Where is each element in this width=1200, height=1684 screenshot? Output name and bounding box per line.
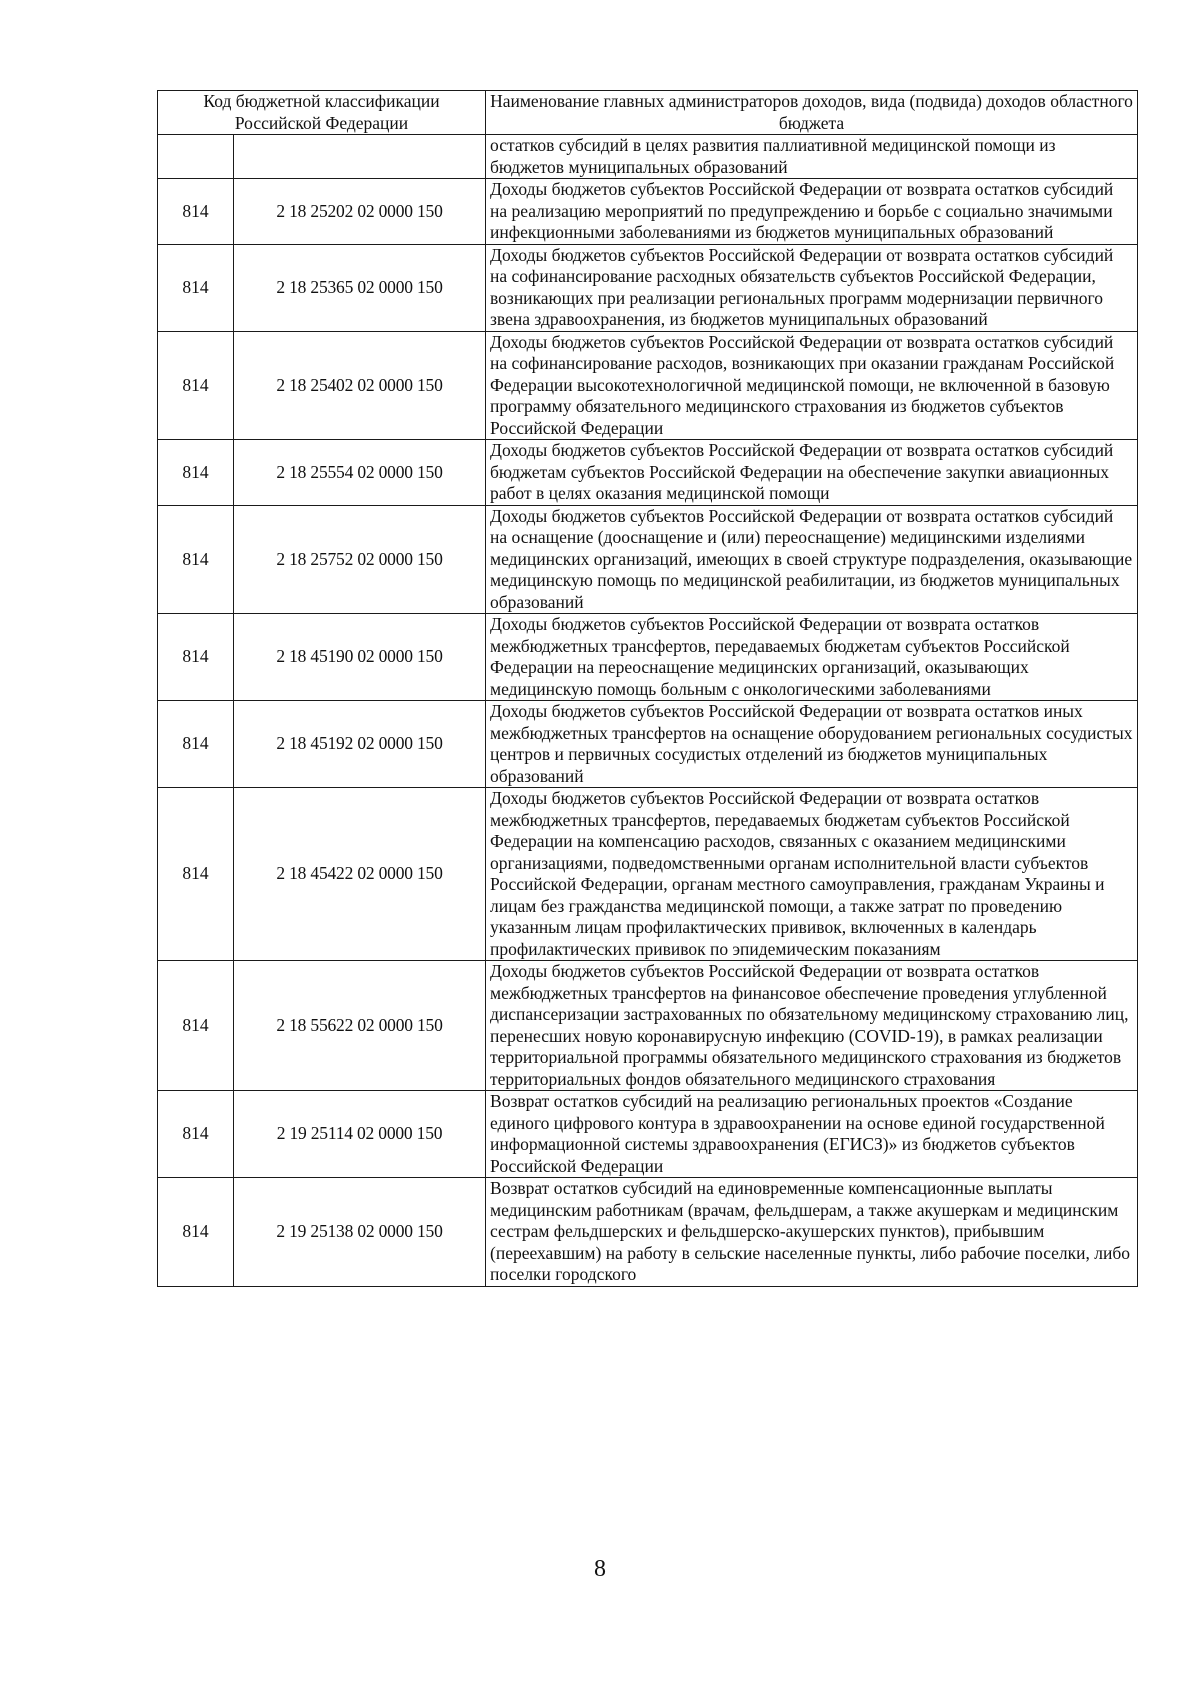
budget-code-cell: 2 18 25752 02 0000 150 [234, 505, 486, 614]
budget-code-cell: 2 18 45422 02 0000 150 [234, 788, 486, 961]
revenue-name-cell: Доходы бюджетов субъектов Российской Федерации от возврата остатков иных межбюджетных трансфертов на оснащение оборудованием региональных сосудистых центров и первичных сосудистых отделений из бюджетов муниципальных образований [486, 701, 1138, 788]
revenue-name-cell: Доходы бюджетов субъектов Российской Федерации от возврата остатков субсидий на софинансирование расходов, возникающих при оказании гражданам Российской Федерации высокотехнологичной медицинской помощи, не включенной в базовую программу обязательного медицинского страхования из бюджетов субъектов Российской Федерации [486, 331, 1138, 440]
revenue-name-cell: Доходы бюджетов субъектов Российской Федерации от возврата остатков субсидий на реализацию мероприятий по предупреждению и борьбе с социально значимыми инфекционными заболеваниями из бюджетов муниципальных образований [486, 179, 1138, 245]
admin-code-cell: 814 [158, 1091, 234, 1178]
revenue-name-cell: Доходы бюджетов субъектов Российской Федерации от возврата остатков межбюджетных трансфертов, передаваемых бюджетам субъектов Российской Федерации на компенсацию расходов, связанных с оказанием медицинскими организациями, подведомственными органам исполнительной власти субъектов Российской Федерации, органам местного самоуправления, гражданам Украины и лицам без гражданства медицинской помощи, а также затрат по проведению указанным лицам профилактических прививок, включенных в календарь профилактических прививок по эпидемическим показаниям [486, 788, 1138, 961]
table-row [158, 1091, 1138, 1178]
table-body [158, 135, 1138, 1287]
table-row [158, 505, 1138, 614]
admin-code-cell: 814 [158, 505, 234, 614]
table-row [158, 244, 1138, 331]
revenue-name-cell: Возврат остатков субсидий на единовременные компенсационные выплаты медицинским работникам (врачам, фельдшерам, а также акушеркам и медицинским сестрам фельдшерских и фельдшерско-акушерских пунктов), прибывшим (переехавшим) на работу в сельские населенные пункты, либо рабочие поселки, либо поселки городского [486, 1178, 1138, 1287]
table-row [158, 788, 1138, 961]
budget-code-cell: 2 18 45192 02 0000 150 [234, 701, 486, 788]
budget-code-cell: 2 19 25138 02 0000 150 [234, 1178, 486, 1287]
table-row [158, 701, 1138, 788]
revenue-name-cell: Доходы бюджетов субъектов Российской Федерации от возврата остатков межбюджетных трансфертов на финансовое обеспечение проведения углубленной диспансеризации застрахованных по обязательному медицинскому страхованию лиц, перенесших новую коронавирусную инфекцию (COVID-19), в рамках реализации территориальной программы обязательного медицинского страхования из бюджетов территориальных фондов обязательного медицинского страхования [486, 961, 1138, 1091]
budget-code-cell: 2 18 25402 02 0000 150 [234, 331, 486, 440]
admin-code-cell [158, 135, 234, 179]
table-header-row [158, 91, 1138, 135]
budget-code-cell [234, 135, 486, 179]
budget-classification-table [157, 90, 1138, 1287]
admin-code-cell: 814 [158, 701, 234, 788]
budget-code-cell: 2 18 55622 02 0000 150 [234, 961, 486, 1091]
table-row [158, 331, 1138, 440]
budget-code-cell: 2 18 25202 02 0000 150 [234, 179, 486, 245]
revenue-name-cell: Возврат остатков субсидий на реализацию региональных проектов «Создание единого цифрового контура в здравоохранении на основе единой государственной информационной системы здравоохранения (ЕГИСЗ)» из бюджетов субъектов Российской Федерации [486, 1091, 1138, 1178]
revenue-name-cell: Доходы бюджетов субъектов Российской Федерации от возврата остатков субсидий на софинансирование расходных обязательств субъектов Российской Федерации, возникающих при реализации региональных программ модернизации первичного звена здравоохранения, из бюджетов муниципальных образований [486, 244, 1138, 331]
revenue-name-cell: остатков субсидий в целях развития паллиативной медицинской помощи из бюджетов муниципальных образований [486, 135, 1138, 179]
header-name-column: Наименование главных администраторов доходов, вида (подвида) доходов областного бюджета [486, 91, 1138, 135]
revenue-name-cell: Доходы бюджетов субъектов Российской Федерации от возврата остатков субсидий на оснащение (дооснащение и (или) переоснащение) медицинскими изделиями медицинских организаций, имеющих в своей структуре подразделения, оказывающие медицинскую помощь по медицинской реабилитации, из бюджетов муниципальных образований [486, 505, 1138, 614]
admin-code-cell: 814 [158, 614, 234, 701]
budget-code-cell: 2 18 45190 02 0000 150 [234, 614, 486, 701]
admin-code-cell: 814 [158, 788, 234, 961]
table-row [158, 440, 1138, 506]
page-number: 8 [594, 1556, 606, 1582]
admin-code-cell: 814 [158, 961, 234, 1091]
table-row [158, 179, 1138, 245]
admin-code-cell: 814 [158, 1178, 234, 1287]
table-row-continuation [158, 135, 1138, 179]
admin-code-cell: 814 [158, 244, 234, 331]
admin-code-cell: 814 [158, 179, 234, 245]
revenue-name-cell: Доходы бюджетов субъектов Российской Федерации от возврата остатков субсидий бюджетам субъектов Российской Федерации на обеспечение закупки авиационных работ в целях оказания медицинской помощи [486, 440, 1138, 506]
header-code-column: Код бюджетной классификации Российской Федерации [158, 91, 486, 135]
table-row [158, 961, 1138, 1091]
budget-code-cell: 2 18 25365 02 0000 150 [234, 244, 486, 331]
budget-code-cell: 2 19 25114 02 0000 150 [234, 1091, 486, 1178]
table-row [158, 1178, 1138, 1287]
revenue-name-cell: Доходы бюджетов субъектов Российской Федерации от возврата остатков межбюджетных трансфертов, передаваемых бюджетам субъектов Российской Федерации на переоснащение медицинских организаций, оказывающих медицинскую помощь больным с онкологическими заболеваниями [486, 614, 1138, 701]
admin-code-cell: 814 [158, 331, 234, 440]
budget-code-cell: 2 18 25554 02 0000 150 [234, 440, 486, 506]
admin-code-cell: 814 [158, 440, 234, 506]
table-row [158, 614, 1138, 701]
